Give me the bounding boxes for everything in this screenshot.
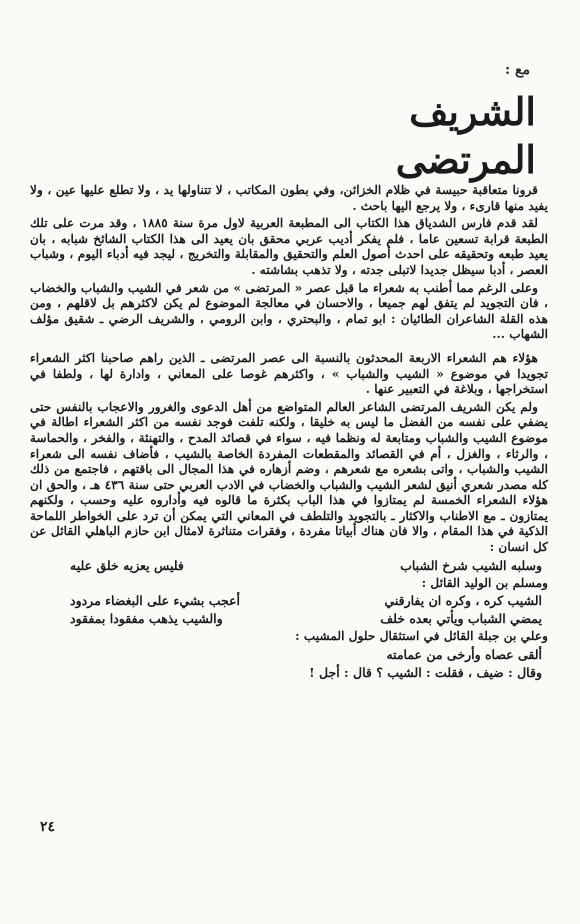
verse-second-hemistich: فليس يعزيه خلق عليه	[70, 557, 184, 573]
heading-prefix: مع :	[505, 62, 530, 78]
heading-title-line2: المرتضى	[395, 137, 536, 182]
chapter-heading	[395, 62, 536, 182]
verse-first-hemistich: الشيب كره ، وكره ان يفارقني	[384, 593, 542, 609]
verse-intro: ومسلم بن الوليد القائل :	[421, 575, 548, 590]
paragraph: هؤلاء هم الشعراء الاربعة المحدثون بالنسبة الى عصر المرتضى ـ الذين راهم صاحبنا اكثر الشعراء تجويدا في موضوع « الشيب والشباب » ، واكثرهم غوصا على المعاني ، وادارة لها ، ولطفا في استخراجها ، وبلاغة في التعبير عنها .	[30, 350, 548, 397]
paragraph: قرونا متعاقبة حبيسة في ظلام الخزائن، وفي بطون المكاتب ، لا تتناولها يد ، ولا تطلع عليها عين ، ولا يفيد منها قارىء ، ولا يرجع اليها باحث .	[30, 183, 548, 213]
verse-first-hemistich: وقال : ضيف ، فقلت : الشيب ؟ قال : أجل !	[309, 664, 542, 680]
verse-second-hemistich: أعجب بشيء على البغضاء مردود	[70, 593, 240, 609]
verse-line	[70, 647, 542, 663]
verse-first-hemistich: يمضي الشباب ويأتي بعده خلف	[380, 611, 542, 627]
verse-line	[70, 593, 542, 609]
paragraph: لقد قدم فارس الشدياق هذا الكتاب الى المطبعة العربية لاول مرة سنة ١٨٨٥ ، وقد مرت على تلك الطبعة قرابة تسعين عاما ، فلم يفكر أديب عربي محقق بان يعيد الى هذا الكتاب الشائخ شبابه ، بان يعيد طبعه وتحقيقه على احدث أصول العلم والتحقيق والمقابلة والتخريج ، ليجد فيه أدباء اليوم ، وشباب العصر ، أدبا سيظل جديدا لاتبلى جدته ، ولا تذهب بشاشته .	[30, 216, 548, 277]
page-number: ٢٤	[40, 819, 56, 835]
verse-intro: وعلي بن جبلة القائل في استثقال حلول المشيب :	[295, 629, 548, 644]
verse-line	[70, 665, 542, 681]
verse-line	[70, 558, 542, 574]
verse-first-hemistich: ألقى عصاه وأرخى من عمامته	[386, 646, 542, 662]
heading-title-line1: الشريف	[409, 89, 536, 134]
paragraph: ولم يكن الشريف المرتضى الشاعر العالم المتواضع من أهل الدعوى والغرور والاعجاب بالنفس حتى يضفي على نفسه من الفضل ما ليس به خليقا ، ولكنه تلفت فوجد نفسه من اكثر الشعراء اطالة في موضوع الشيب والشباب ومتابعة له ونظما فيه ، سواء في قصائد المدح ، والتهنئة ، والفخر ، والحماسة ، والرثاء ، والغزل ، أم في القصائد والمقطعات المفردة الخاصة بالشيب ، فأضاف نفسه الى شعراء الشيب والشباب ، واتى بشعره مع شعرهم ، وضم أزهاره في هذا المجال الى باقتهم ، فاجتمع من ذلك كله مصدر شعري أنيق لشعر الشيب والشباب والخضاب في الادب العربي حتى سنة ٤٣٦ هـ ، والحق ان هؤلاء الشعراء الخمسة لم يمتازوا في هذا الباب بكثرة ما قالوه فيه وأداروه عليه وحسب ، ولكنهم يمتازون ـ مع الاطناب والاكثار ـ بالتجويد والتلطف في المعاني التي يمكن أن ترد على الخواطر اللماحة الذكية في هذا المقام ، والا فان هناك أبياتا مفردة ، وفقرات متناثرة لامثال ابن حازم الباهلي القائل عن كل انسان :	[30, 399, 548, 555]
verse-line	[70, 611, 542, 627]
verse-second-hemistich: والشيب يذهب مفقودا بمفقود	[70, 611, 223, 627]
verse-first-hemistich: وسلبه الشيب شرخ الشباب	[400, 557, 542, 573]
body-text	[30, 183, 548, 683]
paragraph: وعلى الرغم مما أطنب به شعراء ما قبل عصر « المرتضى » من شعر في الشيب والشباب والخضاب ، فان التجويد لم يتفق لهم جميعا ، والاحسان في معالجة الموضوع لم يكن لاكثرهم بل لاقلهم ، ومن هذه القلة الشاعران الطائيان : ابو تمام ، والبحتري ، وابن الرومي ، والشريف الرضي ـ شقيق مؤلف الشهاب ...	[30, 280, 548, 342]
